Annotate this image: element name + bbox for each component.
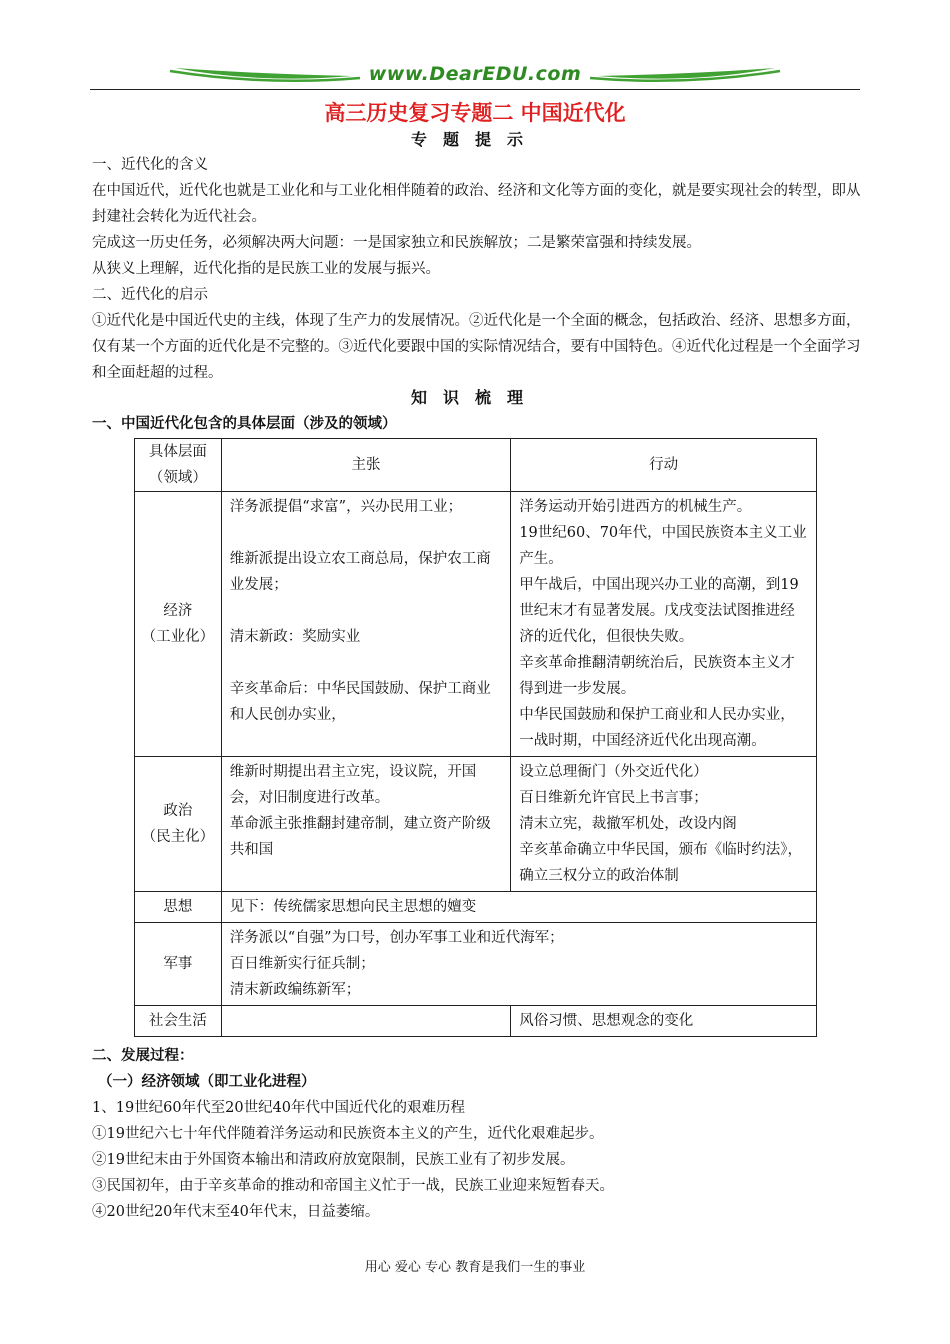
table-header-actions: 行动	[511, 439, 817, 492]
table-header-row	[135, 439, 817, 492]
economy-claim: 辛亥革命后：中华民国鼓励、保护工商业和人民创办实业，	[229, 681, 491, 723]
economy-claims	[221, 492, 511, 757]
politics-action: 百日维新允许官民上书言事；	[519, 790, 708, 806]
section-heading-knowledge: 知识梳理	[410, 388, 539, 407]
row-label-politics	[135, 757, 222, 892]
economy-claim: 维新派提出设立农工商总局，保护农工商业发展；	[229, 551, 491, 593]
hint-paragraph-1: 在中国近代，近代化也就是工业化和与工业化相伴随着的政治、经济和文化等方面的变化，就是要实现社会的转型，即从封建社会转化为近代社会。	[92, 183, 861, 225]
row-label-military: 军事	[135, 923, 222, 1006]
thought-content: 见下：传统儒家思想向民主思想的嬗变	[221, 892, 816, 923]
politics-label: 政治	[163, 803, 193, 819]
social-action: 风俗习惯、思想观念的变化	[511, 1006, 817, 1037]
section-heading-hint: 专题提示	[410, 130, 539, 149]
hint-paragraph-4: ①近代化是中国近代史的主线，体现了生产力的发展情况。②近代化是一个全面的概念，包括政治、经济、思想多方面，仅有某一个方面的近代化是不完整的。③近代化要跟中国的实际情况结合，要有中国特色。④近代化过程是一个全面学习和全面赶超的过程。	[92, 313, 861, 381]
header-banner	[90, 62, 860, 90]
header-domain-line2: （领域）	[148, 470, 207, 486]
table-header-domain	[135, 439, 222, 492]
politics-actions	[511, 757, 817, 892]
economy-action: 甲午战后，中国出现兴办工业的高潮，到19世纪末才有显著发展。戊戌变法试图推进经济的近代化，但很快失败。	[519, 577, 799, 645]
military-line: 百日维新实行征兵制；	[229, 956, 375, 972]
domains-table	[134, 438, 817, 1037]
economy-claim: 洋务派提倡“求富”，兴办民用工业；	[229, 499, 463, 515]
table-row-thought	[135, 892, 817, 923]
economy-claim: 清末新政：奖励实业	[229, 629, 361, 645]
table-row-politics	[135, 757, 817, 892]
hint-paragraph-2: 完成这一历史任务，必须解决两大问题：一是国家独立和民族解放；二是繁荣富强和持续发展。	[92, 235, 701, 251]
header-domain-line1: 具体层面	[148, 444, 207, 460]
hint-heading-1: 一、近代化的含义	[92, 157, 208, 173]
economy-action: 19世纪60、70年代，中国民族资本主义工业产生。	[519, 525, 807, 567]
row-label-thought: 思想	[135, 892, 222, 923]
table-row-economy	[135, 492, 817, 757]
table-header-claims: 主张	[221, 439, 511, 492]
page-footer: 用心 爱心 专心 教育是我们一生的事业	[364, 1260, 586, 1275]
politics-claim: 维新时期提出君主立宪，设议院，开国会，对旧制度进行改革。	[229, 764, 477, 806]
politics-claims	[221, 757, 511, 892]
hint-heading-2: 二、近代化的启示	[92, 287, 208, 303]
economy-sublabel: （工业化）	[141, 629, 215, 645]
military-line: 洋务派以“自强”为口号，创办军事工业和近代海军；	[229, 930, 564, 946]
politics-claim: 革命派主张推翻封建帝制，建立资产阶级共和国	[229, 816, 491, 858]
row-label-social: 社会生活	[135, 1006, 222, 1037]
process-list-item: ③民国初年，由于辛亥革命的推动和帝国主义忙于一战，民族工业迎来短暂春天。	[92, 1178, 614, 1194]
politics-action: 设立总理衙门（外交近代化）	[519, 764, 708, 780]
table-row-military	[135, 923, 817, 1006]
social-claim	[221, 1006, 511, 1037]
economy-action: 中华民国鼓励和保护工商业和人民办实业，一战时期，中国经济近代化出现高潮。	[519, 707, 795, 749]
military-line: 清末新政编练新军；	[229, 982, 361, 998]
process-list-item: ①19世纪六七十年代伴随着洋务运动和民族资本主义的产生，近代化艰难起步。	[92, 1126, 604, 1142]
politics-action: 辛亥革命确立中华民国，颁布《临时约法》，确立三权分立的政治体制	[519, 842, 803, 884]
knowledge-heading-2: 二、发展过程：	[92, 1048, 194, 1064]
table-row-social	[135, 1006, 817, 1037]
economy-action: 洋务运动开始引进西方的机械生产。	[519, 499, 752, 515]
process-list-title: 1、19世纪60年代至20世纪40年代中国近代化的艰难历程	[92, 1100, 466, 1116]
politics-action: 清末立宪，裁撤军机处，改设内阁	[519, 816, 737, 832]
process-list-item: ④20世纪20年代末至40年代末，日益萎缩。	[92, 1204, 380, 1220]
knowledge-heading-3: （一）经济领域（即工业化进程）	[98, 1074, 316, 1090]
process-list-item: ②19世纪末由于外国资本输出和清政府放宽限制，民族工业有了初步发展。	[92, 1152, 575, 1168]
politics-sublabel: （民主化）	[141, 829, 215, 845]
row-label-economy	[135, 492, 222, 757]
economy-actions	[511, 492, 817, 757]
knowledge-heading-1: 一、中国近代化包含的具体层面（涉及的领域）	[92, 416, 397, 432]
military-content	[221, 923, 816, 1006]
page-title: 高三历史复习专题二 中国近代化	[324, 100, 626, 125]
economy-action: 辛亥革命推翻清朝统治后，民族资本主义才得到进一步发展。	[519, 655, 795, 697]
hint-paragraph-3: 从狭义上理解，近代化指的是民族工业的发展与振兴。	[92, 261, 440, 277]
header-rule	[90, 89, 860, 90]
site-logo: www.DearEDU.com	[368, 63, 582, 85]
economy-label: 经济	[163, 603, 193, 619]
